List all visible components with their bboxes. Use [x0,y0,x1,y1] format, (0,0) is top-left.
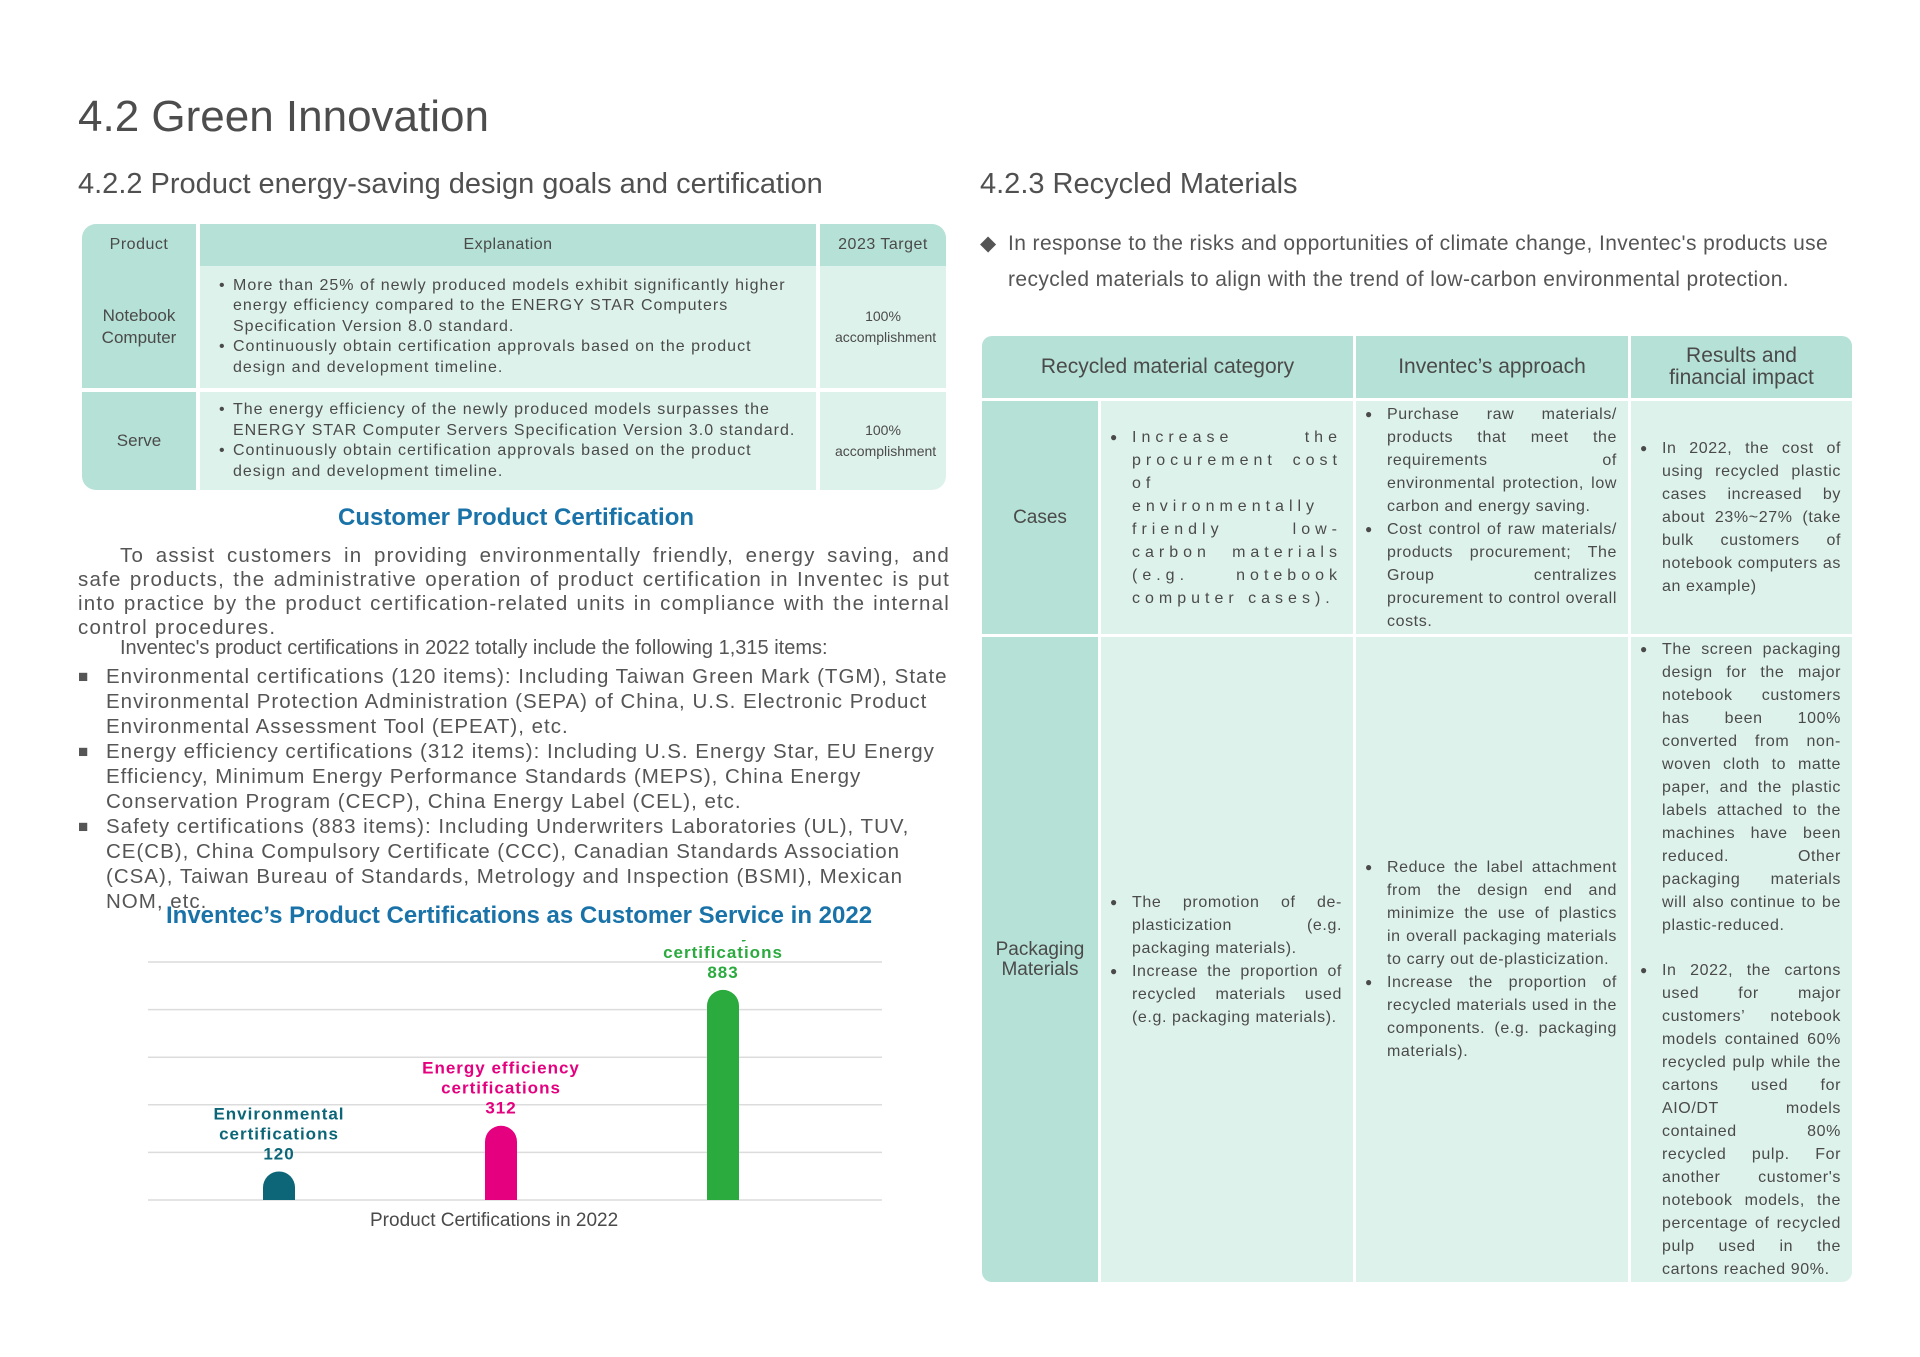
sub-category-cell [1098,398,1353,634]
results-cell [1628,634,1852,1282]
list-item: ● Purchase raw materials/ products that meet the requirements of environmental protection, low carbon and energy saving. [1365,403,1617,518]
col-header-category: Recycled material category [982,336,1353,398]
sub-category-list [1102,426,1352,610]
list-item: ● Increase the proportion of recycled materials used in the components. (e.g. packaging materials). [1365,971,1617,1063]
certification-bullet-list [76,664,950,914]
list-item: ● The screen packaging design for the major notebook customers has been 100% converted from non-woven cloth to matte paper, and the plastic labels attached to the machines have been reduced. Other packaging materials will also continue to be plastic-reduced. [1640,638,1841,937]
chart-bar [707,990,739,1200]
explanation-cell [196,266,816,388]
energy-target-table [82,224,946,490]
list-item: • Continuously obtain certification approvals based on the product design and development timeline. [219,441,809,482]
approach-list [1357,856,1627,1063]
col-header-target: 2023 Target [816,224,946,266]
target-value: 100% accomplishment [835,422,937,459]
chart-category-label: Environmental [213,1104,345,1124]
list-item: • More than 25% of newly produced models exhibit significantly higher energy efficiency compared to the ENERGY STAR Computers Specification Version 8.0 standard. [219,276,809,338]
category-label: Packaging Materials [995,938,1085,980]
chart-title: Inventec’s Product Certifications as Customer Service in 2022 [166,902,873,929]
chart-bar [485,1126,517,1200]
category-cell [982,634,1098,1282]
recycled-intro-text: In response to the risks and opportunities of climate change, Inventec's products use recycled materials to align with the trend of low-carbon environmental protection. [1008,232,1829,291]
list-item: • Continuously obtain certification approvals based on the product design and development timeline. [219,337,809,378]
page-title: 4.2 Green Innovation [78,92,489,141]
col-header-results [1628,336,1852,398]
chart-category-label: certifications [663,942,783,962]
approach-cell [1353,634,1628,1282]
sub-category-cell [1098,634,1353,1282]
recycled-materials-table [982,336,1852,1282]
explanation-list [201,400,815,482]
table-header-row [82,224,946,266]
diamond-bullet-icon: ◆ [980,232,997,255]
chart-category-label [694,940,751,942]
target-value: 100% accomplishment [835,308,937,345]
table-row [82,388,946,490]
chart-bar [263,1171,295,1200]
table-row [982,398,1852,634]
chart-value-label: 883 [707,962,739,982]
table-header-row [982,336,1852,398]
chart-value-label: 312 [485,1098,517,1118]
recycled-intro [980,226,1860,298]
list-item: ● In 2022, the cartons used for major customers’ notebook models contained 60% recycled pulp while the cartons used for AIO/DT models contained 80% recycled pulp. For another customer's notebook models, the percentage of recycled pulp used in the cartons reached 90%. [1640,959,1841,1281]
list-item: ● In 2022, the cost of using recycled plastic cases increased by about 23%~27% (take bulk customers of notebook computers as an example) [1640,437,1841,598]
explanation-list [201,276,815,379]
target-cell [816,388,946,490]
list-item: ■ Safety certifications (883 items): Including Underwriters Laboratories (UL), TUV, CE(CB), China Compulsory Certificate (CCC), Canadian Standards Association (CSA), Taiwan Bureau of Standards, Metrology and Inspection (BSMI), Mexican NOM, etc. [76,814,950,914]
list-item: ● Increase the procurement cost of environmentally friendly low-carbon materials (e.g. notebook computer cases). [1110,426,1342,610]
list-item: ■ Environmental certifications (120 items): Including Taiwan Green Mark (TGM), State Environmental Protection Administration (SEPA) of China, U.S. Electronic Product Environmental Assessment Tool (EPEAT), etc. [76,664,950,739]
col-header-approach: Inventec’s approach [1353,336,1628,398]
certification-paragraph: To assist customers in providing environmentally friendly, energy saving, and safe products, the administrative operation of product certification in Inventec is put into practice by the product certification-related units in compliance with the internal control procedures. [78,544,950,639]
approach-cell [1353,398,1628,634]
col-header-product: Product [82,224,196,266]
certification-count-paragraph: Inventec's product certifications in 2022 totally include the following 1,315 items: [120,637,828,659]
results-cell [1628,398,1852,634]
results-list [1632,437,1851,598]
table-row [982,634,1852,1282]
list-item: ● The promotion of de-plasticization (e.g. packaging materials). [1110,891,1342,960]
product-cell [82,266,196,388]
results-header-label: Results and financial impact [1669,344,1814,389]
chart-category-label: certifications [219,1124,339,1144]
chart-value-label: 120 [263,1144,295,1164]
list-item: ● Increase the proportion of recycled materials used (e.g. packaging materials). [1110,960,1342,1029]
chart-x-label: Product Certifications in 2022 [370,1210,619,1231]
customer-certification-heading: Customer Product Certification [338,504,695,531]
list-item: ● Reduce the label attachment from the design end and minimize the use of plastics in overall packaging materials to carry out de-plasticization. [1365,856,1617,971]
sub-category-list [1102,891,1352,1029]
table-row [82,266,946,388]
list-item: ■ Energy efficiency certifications (312 items): Including U.S. Energy Star, EU Energy Efficiency, Minimum Energy Performance Standards (MEPS), China Energy Conservation Program (CECP), China Energy Label (CEL), etc. [76,739,950,814]
chart-category-label: certifications [441,1078,561,1098]
product-label: Notebook Computer [101,306,177,347]
results-list [1632,638,1851,1281]
chart-category-label: Energy efficiency [422,1058,580,1078]
col-header-explanation: Explanation [196,224,816,266]
category-cell: Cases [982,398,1098,634]
product-label: Serve [116,431,162,450]
certification-bar-chart [140,940,890,1210]
list-item: ● Cost control of raw materials/ products procurement; The Group centralizes procurement to control overall costs. [1365,518,1617,633]
list-item: • The energy efficiency of the newly produced models surpasses the ENERGY STAR Computer Servers Specification Version 3.0 standard. [219,400,809,441]
explanation-cell [196,388,816,490]
section-heading-energy-design: 4.2.2 Product energy-saving design goals and certification [78,168,823,200]
section-heading-recycled: 4.2.3 Recycled Materials [980,168,1298,200]
target-cell [816,266,946,388]
product-cell [82,388,196,490]
approach-list [1357,403,1627,633]
